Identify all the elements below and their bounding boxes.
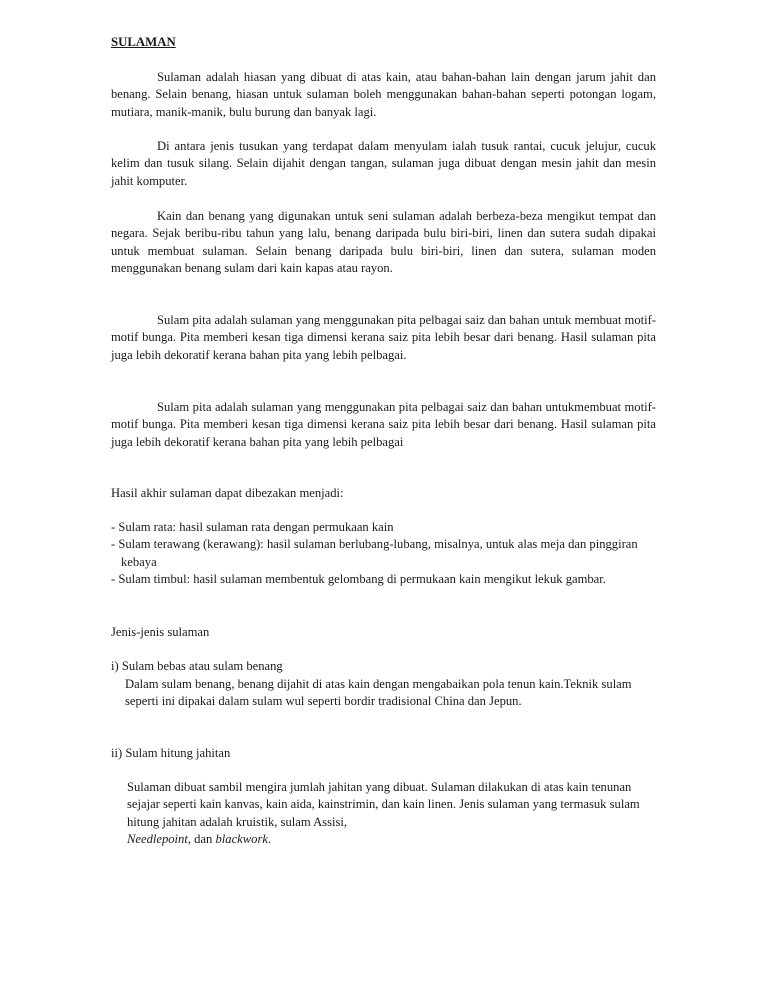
type2-body [127,779,665,849]
type1-heading: i) Sulam bebas atau sulam benang [111,659,283,673]
paragraph-4: Sulam pita adalah sulaman yang menggunakan pita pelbagai saiz dan bahan untuk membuat motif-motif bunga. Pita memberi kesan tiga dimensi kerana saiz pita lebih besar dari benang. Hasil sulaman pita juga lebih dekoratif kerana bahan pita yang lebih pelbagai. [111,313,656,362]
paragraph-1: Sulaman adalah hiasan yang dibuat di atas kain, atau bahan-bahan lain dengan jarum jahit dan benang. Selain benang, hiasan untuk sulaman boleh menggunakan bahan-bahan seperti potongan logam, mutiara, manik-manik, bulu burung dan banyak lagi. [111,70,656,119]
type2-connector: , dan [187,832,216,847]
term-blackwork: blackwork [215,832,268,847]
list-item: - Sulam rata: hasil sulaman rata dengan permukaan kain [111,520,394,534]
paragraph-5: Sulam pita adalah sulaman yang menggunakan pita pelbagai saiz dan bahan untukmembuat motif-motif bunga. Pita memberi kesan tiga dimensi kerana saiz pita lebih besar dari benang. Hasil sulaman pita juga lebih dekoratif kerana bahan pita yang lebih pelbagai [111,400,656,449]
paragraph-2: Di antara jenis tusukan yang terdapat dalam menyulam ialah tusuk rantai, cucuk jelujur, cucuk kelim dan tusuk silang. Selain dijahit dengan tangan, sulaman juga dibuat dengan mesin jahit dan mesin jahit komputer. [111,139,656,188]
document-title: SULAMAN [111,35,176,49]
paragraph-3: Kain dan benang yang digunakan untuk seni sulaman adalah berbeza-beza mengikut tempat dan negara. Sejak beribu-ribu tahun yang lalu, benang daripada bulu biri-biri, linen dan sutera sudah dipakai untuk membuat sulaman. Selain benang daripada bulu biri-biri, linen dan sutera, sulaman moden menggunakan benang sulam dari kain kapas atau rayon. [111,209,656,276]
type2-body-text: Sulaman dibuat sambil mengira jumlah jahitan yang dibuat. Sulaman dilakukan di atas kain tenunan sejajar seperti kain kanvas, kain aida, kainstrimin, dan kain linen. Jenis sulaman yang termasuk sulam hitung jahitan adalah kruistik, sulam Assisi, [127,780,640,829]
types-heading: Jenis-jenis sulaman [111,625,210,639]
results-intro: Hasil akhir sulaman dapat dibezakan menjadi: [111,486,344,500]
type1-body: Dalam sulam benang, benang dijahit di atas kain dengan mengabaikan pola tenun kain.Teknik sulam seperti ini dipakai dalam sulam wul seperti bordir tradisional China dan Jepun. [125,677,632,709]
term-needlepoint: Needlepoint [127,832,188,847]
list-item: - Sulam timbul: hasil sulaman membentuk gelombang di permukaan kain mengikut lekuk gambar. [111,572,606,587]
list-item: - Sulam terawang (kerawang): hasil sulaman berlubang-lubang, misalnya, untuk alas meja dan pinggiran kebaya [111,537,638,569]
type2-heading: ii) Sulam hitung jahitan [111,746,231,760]
type2-end: . [267,832,272,847]
results-list [111,519,671,589]
